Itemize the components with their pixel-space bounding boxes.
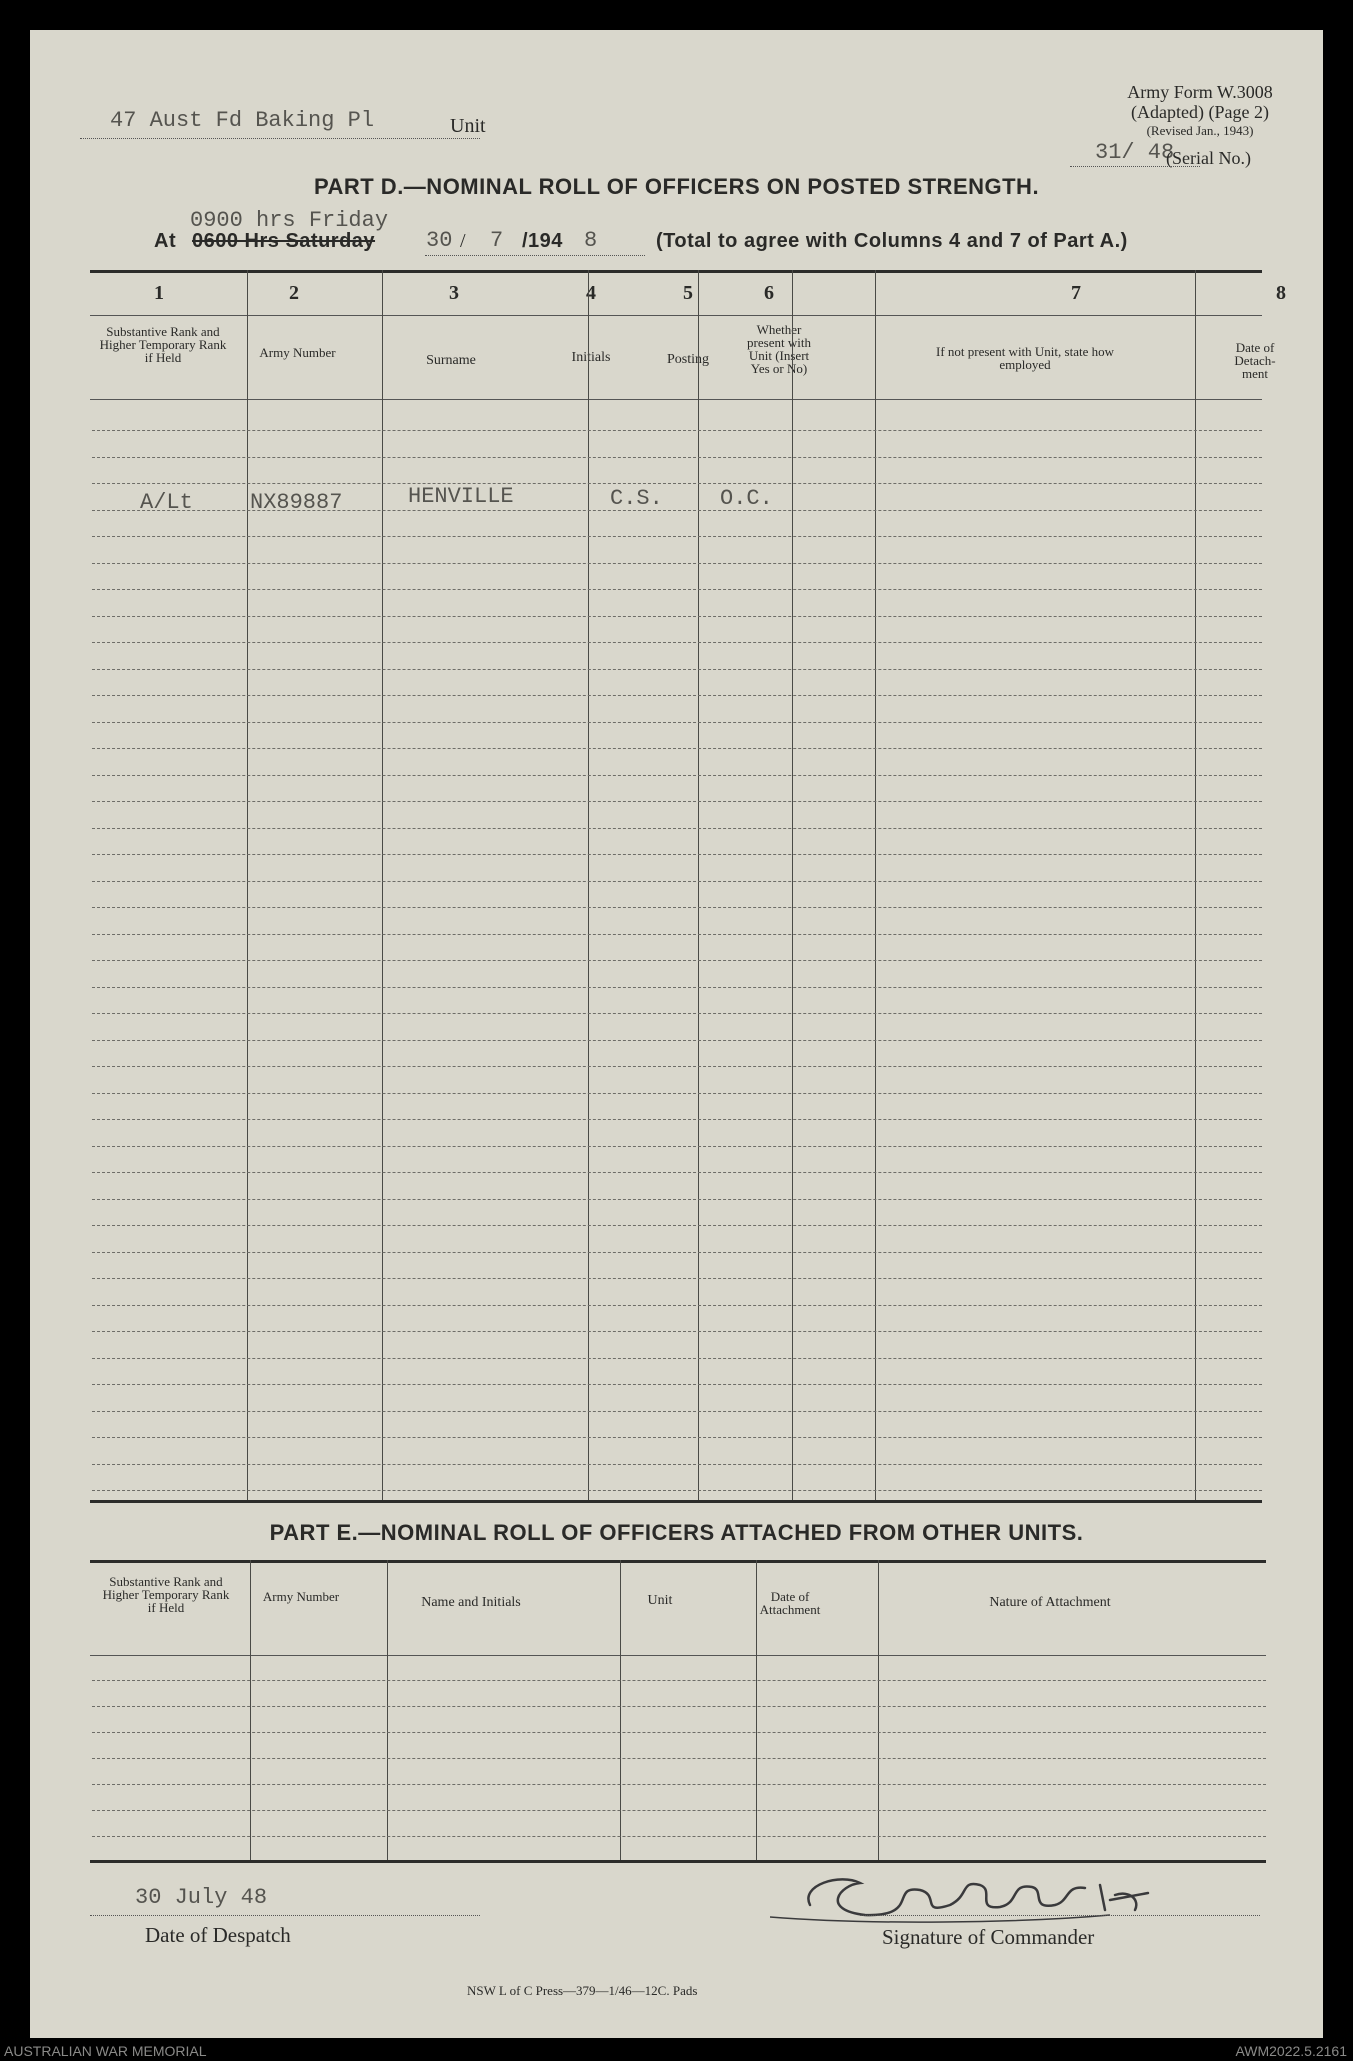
part-d-row-rule xyxy=(92,1119,1262,1120)
part-d-row-rule xyxy=(92,1252,1262,1253)
part-d-row-rule xyxy=(92,854,1262,855)
col-num-6: 6 xyxy=(764,282,774,304)
part-d-col-rule-3 xyxy=(588,270,589,1500)
signature-underline xyxy=(860,1915,1260,1916)
part-e-row-rule xyxy=(92,1680,1266,1681)
entry-rank: A/Lt xyxy=(140,490,193,515)
despatch-date: 30 July 48 xyxy=(135,1885,268,1910)
col-num-4: 4 xyxy=(586,282,596,304)
part-d-row-rule xyxy=(92,1199,1262,1200)
part-d-col-rule-4 xyxy=(698,270,699,1500)
col-header-army-number: Army Number xyxy=(259,345,336,360)
part-e-header-army-number: Army Number xyxy=(262,1589,340,1604)
part-d-row-rule xyxy=(92,669,1262,670)
col-num-3: 3 xyxy=(449,282,459,304)
part-d-row-rule xyxy=(92,563,1262,564)
entry-posting: O.C. xyxy=(720,486,773,511)
part-d-col-rule-6 xyxy=(875,270,876,1500)
printer-line: NSW L of C Press—379—1/46—12C. Pads xyxy=(467,1983,698,1998)
part-e-row-rule xyxy=(92,1810,1266,1811)
part-d-row-rule xyxy=(92,457,1262,458)
part-d-row-rule xyxy=(92,589,1262,590)
unit-label: Unit xyxy=(450,115,486,137)
part-e-row-rule xyxy=(92,1758,1266,1759)
part-d-col-rule-2 xyxy=(382,270,383,1500)
part-d-row-rule xyxy=(92,1437,1262,1438)
part-d-row-rule xyxy=(92,1384,1262,1385)
form-adapted: (Adapted) (Page 2) xyxy=(1131,102,1269,122)
col-num-8: 8 xyxy=(1276,282,1286,304)
part-e-row-rule xyxy=(92,1836,1266,1837)
part-e-header-nature: Nature of Attachment xyxy=(989,1595,1111,1610)
commander-signature xyxy=(770,1855,1200,1935)
part-e-row-rule xyxy=(92,1706,1266,1707)
part-d-row-rule xyxy=(92,722,1262,723)
part-d-row-rule xyxy=(92,536,1262,537)
date-month: 7 xyxy=(490,228,504,253)
part-d-row-rule xyxy=(92,881,1262,882)
part-d-row-rule xyxy=(92,1172,1262,1173)
part-d-row-rule xyxy=(92,616,1262,617)
part-d-col-rule-7 xyxy=(1195,270,1196,1500)
col-num-7: 7 xyxy=(1071,282,1081,304)
date-sep: / xyxy=(460,230,466,252)
part-d-row-rule xyxy=(92,695,1262,696)
part-d-row-rule xyxy=(92,1331,1262,1332)
date-day: 30 xyxy=(426,228,453,253)
part-d-row-rule xyxy=(92,483,1262,484)
part-d-row-rule xyxy=(92,1066,1262,1067)
part-d-row-rule xyxy=(92,801,1262,802)
time-original: 0600 Hrs Saturday xyxy=(192,230,376,252)
col-header-present: Whether present with Unit (Insert Yes or No) xyxy=(747,322,811,376)
part-d-row-rule xyxy=(92,430,1262,431)
part-e-col-rule-3 xyxy=(620,1560,621,1860)
unit-value: 47 Aust Fd Baking Pl xyxy=(110,108,375,133)
part-e-col-rule-5 xyxy=(878,1560,879,1860)
part-d-top-rule xyxy=(90,270,1262,273)
despatch-label: Date of Despatch xyxy=(145,1923,291,1947)
part-e-row-rule xyxy=(92,1784,1266,1785)
part-e-header-rank: Substantive Rank and Higher Temporary Rank if Held xyxy=(102,1574,230,1615)
part-d-col-rule-1 xyxy=(247,270,248,1500)
part-d-row-rule xyxy=(92,748,1262,749)
form-page xyxy=(30,30,1323,2038)
part-e-title: PART E.—NOMINAL ROLL OF OFFICERS ATTACHED FROM OTHER UNITS. xyxy=(269,1520,1084,1545)
part-d-row-rule xyxy=(92,1225,1262,1226)
col-header-how-employed: If not present with Unit, state how employed xyxy=(936,344,1114,372)
part-e-col-rule-1 xyxy=(250,1560,251,1860)
despatch-underline xyxy=(90,1915,480,1916)
part-d-row-rule xyxy=(92,1278,1262,1279)
part-d-note: (Total to agree with Columns 4 and 7 of Part A.) xyxy=(656,230,1128,252)
col-num-2: 2 xyxy=(289,282,299,304)
entry-surname: HENVILLE xyxy=(408,484,514,509)
part-d-bottom-rule xyxy=(90,1500,1262,1503)
date-year-prefix: /194 xyxy=(522,230,563,252)
part-d-row-rule xyxy=(92,775,1262,776)
col-header-detachment: Date of Detach-ment xyxy=(1234,340,1276,381)
date-year-suffix: 8 xyxy=(584,228,598,253)
part-d-row-rule xyxy=(92,1490,1262,1491)
part-d-row-rule xyxy=(92,987,1262,988)
col-num-5: 5 xyxy=(683,282,693,304)
archive-caption-right: AWM2022.5.2161 xyxy=(1235,2043,1347,2059)
form-revised: (Revised Jan., 1943) xyxy=(1146,123,1254,138)
part-d-row-rule xyxy=(92,907,1262,908)
col-header-rank: Substantive Rank and Higher Temporary Rank if Held xyxy=(99,324,227,365)
col-header-posting: Posting xyxy=(666,352,709,367)
part-e-header-rule xyxy=(90,1655,1266,1656)
part-e-col-rule-4 xyxy=(756,1560,757,1860)
part-d-row-rule xyxy=(92,1411,1262,1412)
part-d-row-rule xyxy=(92,1013,1262,1014)
serial-label: (Serial No.) xyxy=(1166,148,1251,168)
entry-initials: C.S. xyxy=(610,486,663,511)
part-d-row-rule xyxy=(92,1146,1262,1147)
part-d-row-rule xyxy=(92,1093,1262,1094)
part-d-row-rule xyxy=(92,1040,1262,1041)
part-d-title: PART D.—NOMINAL ROLL OF OFFICERS ON POSTED STRENGTH. xyxy=(313,174,1040,199)
part-e-header-unit: Unit xyxy=(647,1593,673,1608)
serial-value: 31/ 48 xyxy=(1095,140,1175,165)
part-d-row-rule xyxy=(92,934,1262,935)
unit-underline xyxy=(80,138,480,139)
signature-label: Signature of Commander xyxy=(882,1925,1095,1949)
entry-army-number: NX89887 xyxy=(250,490,343,515)
part-e-col-rule-2 xyxy=(387,1560,388,1860)
part-d-col-rule-5 xyxy=(792,270,793,1500)
archive-caption-left: AUSTRALIAN WAR MEMORIAL xyxy=(4,2043,207,2059)
part-e-header-name: Name and Initials xyxy=(421,1595,521,1610)
part-d-row-rule xyxy=(92,1358,1262,1359)
part-d-row-rule xyxy=(92,828,1262,829)
part-e-row-rule xyxy=(92,1732,1266,1733)
part-d-row-rule xyxy=(92,1305,1262,1306)
part-d-row-rule xyxy=(92,960,1262,961)
part-d-row-rule xyxy=(92,642,1262,643)
date-underline xyxy=(425,255,645,256)
form-name: Army Form W.3008 xyxy=(1127,82,1273,102)
part-d-num-rule xyxy=(90,315,1262,316)
part-d-row-rule xyxy=(92,1464,1262,1465)
col-header-surname: Surname xyxy=(426,353,476,368)
col-header-initials: Initials xyxy=(571,350,611,365)
at-label: At xyxy=(154,230,177,252)
part-e-top-rule xyxy=(90,1560,1266,1563)
part-d-header-rule xyxy=(90,399,1262,400)
col-num-1: 1 xyxy=(154,282,164,304)
part-e-header-attachment-date: Date of Attachment xyxy=(759,1589,821,1617)
time-typed: 0900 hrs Friday xyxy=(190,208,389,233)
